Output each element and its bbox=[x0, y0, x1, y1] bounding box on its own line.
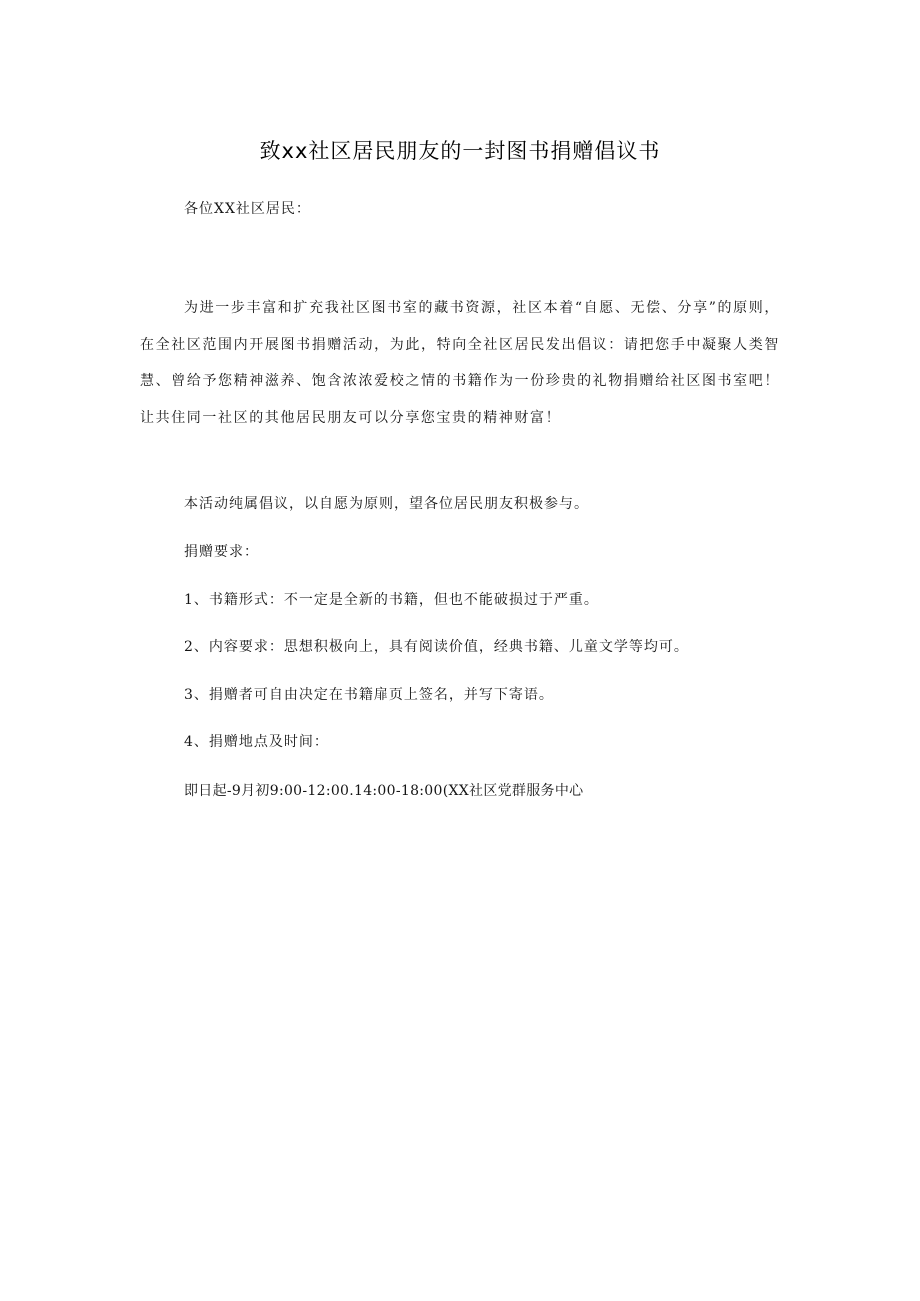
salutation: 各位XX社区居民： bbox=[184, 201, 311, 217]
body-paragraph: 为进一步丰富和扩充我社区图书室的藏书资源，社区本着“自愿、无偿、分享”的原则，在全社区范围内开展图书捐赠活动，为此，特向全社区居民发出倡议：请把您手中凝聚人类智慧、曾给予您精神滋养、饱含浓浓爱校之情的书籍作为一份珍贵的礼物捐赠给社区图书室吧！让共住同一社区的其他居民朋友可以分享您宝贵的精神财富！ bbox=[140, 300, 780, 426]
donation-time-location: 即日起-9月初9:00-12:00.14:00-18:00(XX社区党群服务中心 bbox=[184, 783, 584, 799]
requirement-item: 2、内容要求：思想积极向上，具有阅读价值，经典书籍、儿童文学等均可。 bbox=[184, 639, 689, 655]
requirement-item: 1、书籍形式：不一定是全新的书籍，但也不能破损过于严重。 bbox=[184, 592, 599, 608]
requirement-item: 4、捐赠地点及时间： bbox=[184, 734, 329, 750]
requirements-heading: 捐赠要求： bbox=[184, 544, 259, 560]
document-title: 致xx社区居民朋友的一封图书捐赠倡议书 bbox=[259, 139, 661, 163]
requirement-item: 3、捐赠者可自由决定在书籍扉页上签名，并写下寄语。 bbox=[184, 687, 554, 703]
participation-note: 本活动纯属倡议，以自愿为原则，望各位居民朋友积极参与。 bbox=[184, 496, 589, 512]
